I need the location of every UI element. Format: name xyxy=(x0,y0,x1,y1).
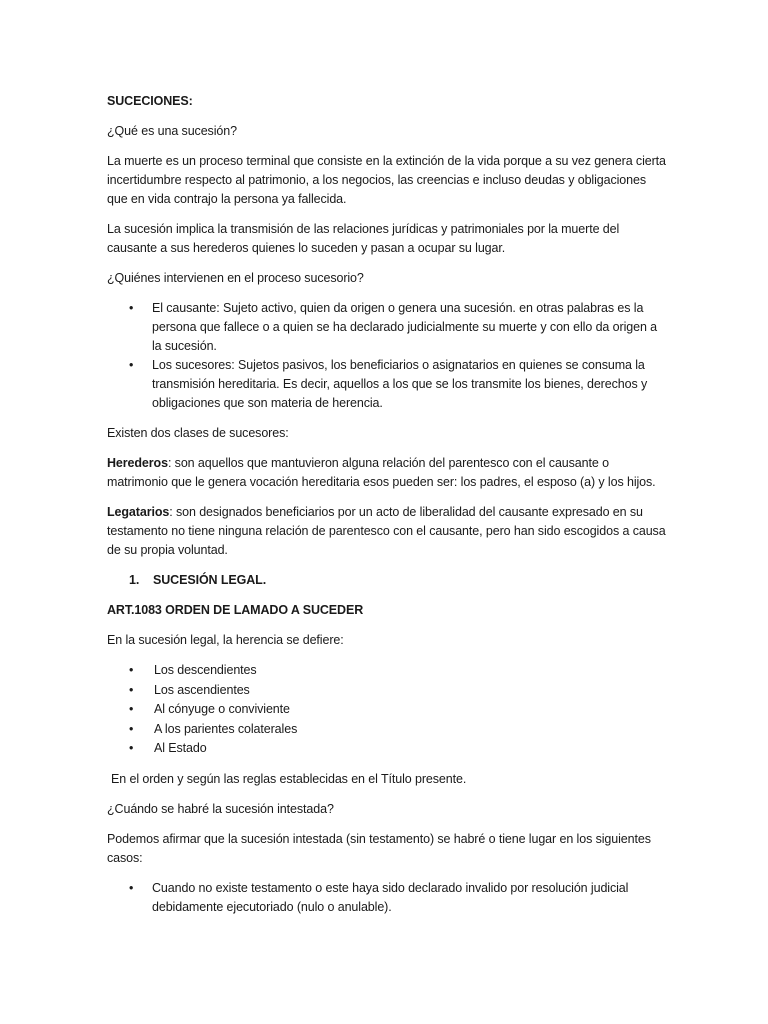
list-item xyxy=(107,720,667,740)
bullet-icon: • xyxy=(129,682,134,697)
paragraph-legatarios xyxy=(107,503,667,560)
list-item xyxy=(107,299,667,356)
document-page xyxy=(107,92,667,928)
list-item xyxy=(107,356,667,413)
bullet-icon: • xyxy=(129,721,134,736)
paragraph-intestate-cases: Podemos afirmar que la sucesión intestada (sin testamento) se habré o tiene lugar en los siguientes casos: xyxy=(107,831,651,865)
paragraph-herencia-defiere: En la sucesión legal, la herencia se defiere: xyxy=(107,633,344,647)
bullet-icon: • xyxy=(129,702,134,716)
article-heading: ART.1083 ORDEN DE LAMADO A SUCEDER xyxy=(107,603,364,617)
paragraph-death-definition: La muerte es un proceso terminal que consiste en la extinción de la vida porque a su vez genera cierta incertidumbre respecto al patrimonio, a los negocios, las creencias e incluso deudas y obligaciones que en vida contrajo la persona ya fallecida. xyxy=(107,154,666,206)
list-item-text: A los parientes colaterales xyxy=(154,721,298,736)
list-item-text: Al Estado xyxy=(154,741,207,755)
bullet-icon: • xyxy=(129,741,134,755)
list-item xyxy=(107,739,667,759)
question-who-intervenes: ¿Quiénes intervienen en el proceso sucesorio? xyxy=(107,271,364,285)
document-title: SUCECIONES: xyxy=(107,94,193,108)
list-item-text: Los ascendientes xyxy=(154,682,250,697)
list-item xyxy=(107,879,667,917)
legatarios-label: Legatarios xyxy=(107,505,170,519)
question-when-intestate: ¿Cuándo se habré la sucesión intestada? xyxy=(107,801,334,816)
bullet-icon: • xyxy=(129,663,134,677)
legatarios-text: : son designados beneficiarios por un acto de liberalidad del causante expresado en su testamento no tiene ninguna relación de parentesco con el causante, pero han sido escogidos a causa de su propia voluntad. xyxy=(107,505,666,557)
list-item-text: Cuando no existe testamento o este haya sido declarado invalido por resolución judicial debidamente ejecutoriado (nulo o anulable). xyxy=(152,880,629,914)
section-heading-sucesion-legal xyxy=(107,571,667,590)
paragraph-succession-definition: La sucesión implica la transmisión de las relaciones jurídicas y patrimoniales por la muerte del causante a sus herederos quienes lo suceden y pasan a ocupar su lugar. xyxy=(107,222,620,255)
list-item-text: Los descendientes xyxy=(154,663,257,677)
list-item-text: Al cónyuge o conviviente xyxy=(154,702,290,716)
herederos-text: : son aquellos que mantuvieron alguna relación del parentesco con el causante o matrimonio que le genera vocación hereditaria esos pueden ser: los padres, el esposo (a) y los hijos. xyxy=(107,456,656,489)
intervinientes-list xyxy=(107,299,667,413)
list-item-text: Los sucesores: Sujetos pasivos, los beneficiarios o asignatarios en quienes se consuma la transmisión hereditaria. Es decir, aquellos a los que se los transmite los bienes, derechos y obligaciones que son materia de herencia. xyxy=(152,358,648,410)
list-item xyxy=(107,700,667,720)
section-title: SUCESIÓN LEGAL. xyxy=(153,573,267,587)
paragraph-orden-reglas: En el orden y según las reglas establecidas en el Título presente. xyxy=(111,771,467,786)
question-what-is-succession: ¿Qué es una sucesión? xyxy=(107,124,237,138)
list-item xyxy=(107,661,667,681)
casos-list xyxy=(107,879,667,917)
paragraph-two-classes: Existen dos clases de sucesores: xyxy=(107,426,289,440)
bullet-icon: • xyxy=(129,301,134,315)
bullet-icon: • xyxy=(129,880,134,895)
list-item-text: El causante: Sujeto activo, quien da origen o genera una sucesión. en otras palabras es la persona que fallece o a quien se ha declarado judicialmente su muerte y con ello da origen a la sucesión. xyxy=(152,301,658,353)
bullet-icon: • xyxy=(129,358,134,372)
herederos-label: Herederos xyxy=(107,456,168,470)
list-item xyxy=(107,681,667,701)
orden-list xyxy=(107,661,667,759)
section-number: 1. xyxy=(129,573,140,587)
paragraph-herederos xyxy=(107,454,667,492)
